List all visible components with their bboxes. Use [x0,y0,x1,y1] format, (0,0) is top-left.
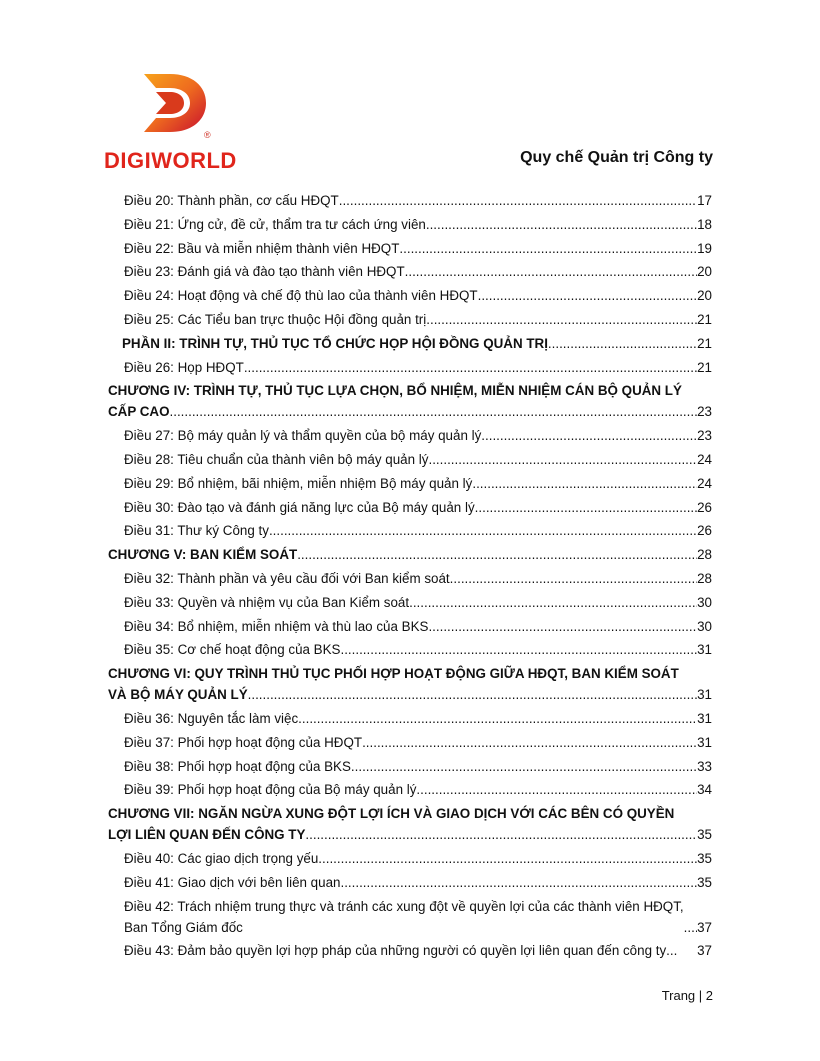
toc-entry-label: Điều 23: Đánh giá và đào tạo thành viên HĐQT [124,264,405,280]
registered-mark: ® [204,130,211,140]
toc-entry[interactable] [108,360,712,375]
toc-page-number: 30 [697,594,712,610]
toc-page-number: 28 [697,570,712,586]
toc-entry[interactable] [108,500,712,515]
toc-entry[interactable] [108,899,712,935]
toc-part-heading[interactable] [108,336,712,351]
toc-page-number: 35 [697,850,712,866]
toc-leader [297,547,697,562]
toc-page-number: 31 [697,734,712,750]
brand-name: DIGIWORLD [104,148,237,173]
toc-entry[interactable] [108,642,712,657]
toc-page-number: 17 [697,193,712,208]
toc-entry-label: Điều 37: Phối hợp hoạt động của HĐQT [124,734,363,750]
toc-entry-label: Điều 36: Nguyên tắc làm việc [124,710,299,726]
toc-leader [340,642,697,657]
toc-entry-label: PHẦN II: TRÌNH TỰ, THỦ TỤC TỔ CHỨC HỌP HỘI ĐỒNG QUẢN TRỊ [122,335,548,351]
toc-page-number: 26 [697,499,712,515]
toc-entry-label: Điều 34: Bổ nhiệm, miễn nhiệm và thù lao của BKS [124,618,429,634]
toc-leader [472,476,697,491]
toc-chapter-title: CHƯƠNG V: BAN KIỂM SOÁT [108,547,298,563]
toc-chapter-heading[interactable] [108,547,712,562]
toc-entry-label: Điều 35: Cơ chế hoạt động của BKS [124,642,341,658]
toc-leader [416,782,697,797]
toc-entry-label: Điều 27: Bộ máy quản lý và thẩm quyền của bộ máy quản lý [124,428,482,444]
toc-entry-label: Điều 20: Thành phần, cơ cấu HĐQT [124,193,339,208]
toc-entry[interactable] [108,241,712,256]
toc-entry[interactable] [108,288,712,303]
toc-entry-label: Điều 28: Tiêu chuẩn của thành viên bộ máy quản lý [124,451,429,467]
toc-entry[interactable] [108,193,712,208]
toc-entry[interactable] [108,851,712,866]
toc-chapter-heading[interactable] [108,383,712,419]
toc-leader [298,711,697,726]
toc-entry[interactable] [108,312,712,327]
toc-entry[interactable] [108,571,712,586]
toc-entry[interactable] [108,619,712,634]
toc-entry[interactable] [108,875,712,890]
toc-page-number: 24 [697,475,712,491]
toc-leader [426,312,697,327]
toc-chapter-title-cont: LỢI LIÊN QUAN ĐẾN CÔNG TY [108,827,306,843]
toc-leader [170,404,698,419]
toc-entry[interactable] [108,759,712,774]
page-number-footer: Trang | 2 [661,988,713,1003]
toc-entry-label: Điều 40: Các giao dịch trọng yếu [124,850,319,866]
toc-leader [244,360,697,375]
toc-page-number: 23 [697,428,712,444]
toc-entry-label: Điều 24: Hoạt động và chế độ thù lao của thành viên HĐQT [124,288,478,304]
toc-leader [428,452,697,467]
toc-entry-label: Điều 30: Đào tạo và đánh giá năng lực của Bộ máy quản lý [124,499,475,515]
toc-page-number: 21 [697,359,712,375]
toc-leader [269,523,697,538]
toc-page-number: 23 [697,404,712,420]
company-logo [104,72,248,172]
toc-page-number: 37 [697,919,712,935]
toc-page-number: 19 [697,240,712,256]
toc-leader [450,571,697,586]
toc-entry-label: Điều 22: Bầu và miễn nhiệm thành viên HĐQT [124,240,400,256]
toc-entry-label: Điều 43: Đảm bảo quyền lợi hợp pháp của những người có quyền lợi liên quan đến công ty [124,943,667,959]
toc-page-number: 21 [697,311,712,327]
toc-leader [481,428,697,443]
toc-entry[interactable] [108,264,712,279]
toc-entry-label: Điều 26: Họp HĐQT [124,359,244,375]
table-of-contents [108,193,712,967]
toc-page-number: 20 [697,288,712,304]
toc-leader [399,241,697,256]
toc-entry-label: Điều 39: Phối hợp hoạt động của Bộ máy quản lý [124,782,417,798]
toc-entry-label: Điều 42: Trách nhiệm trung thực và tránh các xung đột về quyền lợi của các thành viên HĐQT, [124,898,684,914]
toc-entry[interactable] [108,943,712,958]
toc-chapter-title-cont: CẤP CAO [108,404,170,420]
toc-entry[interactable] [108,476,712,491]
toc-page-number: 21 [697,335,712,351]
toc-page-number: 37 [697,943,712,959]
toc-entry-label: Điều 41: Giao dịch với bên liên quan [124,874,341,890]
toc-page-number: 35 [697,827,712,843]
toc-chapter-title: CHƯƠNG VII: NGĂN NGỪA XUNG ĐỘT LỢI ÍCH VÀ GIAO DỊCH VỚI CÁC BÊN CÓ QUYỀN [108,806,675,822]
toc-entry-label-cont: Ban Tổng Giám đốc [124,919,243,935]
toc-chapter-title-cont: VÀ BỘ MÁY QUẢN LÝ [108,687,248,703]
toc-chapter-heading[interactable] [108,666,712,702]
toc-leader [318,851,697,866]
toc-leader [475,500,697,515]
toc-entry-label: Điều 21: Ứng cử, đề cử, thẩm tra tư cách ứng viên [124,216,426,232]
toc-page-number: 30 [697,618,712,634]
toc-chapter-heading[interactable] [108,806,712,842]
toc-leader [428,619,697,634]
toc-page-number: 31 [697,642,712,658]
toc-entry-label: Điều 38: Phối hợp hoạt động của BKS [124,758,351,774]
toc-entry[interactable] [108,523,712,538]
toc-entry[interactable] [108,595,712,610]
toc-leader [548,336,697,351]
document-title: Quy chế Quản trị Công ty [520,149,713,166]
digiworld-d-logo-icon [140,72,212,134]
toc-entry-label: Điều 32: Thành phần và yêu cầu đối với Ban kiểm soát [124,570,450,586]
toc-entry[interactable] [108,735,712,750]
toc-leader [478,288,698,303]
toc-page-number: 20 [697,264,712,280]
toc-entry[interactable] [108,428,712,443]
toc-leader [405,264,697,279]
toc-leader [339,193,697,208]
toc-entry-label: Điều 29: Bổ nhiệm, bãi nhiệm, miễn nhiệm Bộ máy quản lý [124,475,473,491]
toc-entry-label: Điều 31: Thư ký Công ty [124,523,269,539]
toc-leader [666,943,697,958]
toc-leader [409,595,697,610]
toc-page-number: 34 [697,782,712,798]
toc-leader [305,827,697,842]
toc-leader [351,759,697,774]
toc-page-number: 31 [697,687,712,703]
toc-page-number: 35 [697,874,712,890]
toc-page-number: 28 [697,547,712,563]
toc-leader [684,920,697,935]
toc-leader [426,217,697,232]
toc-leader [248,687,697,702]
toc-page-number: 18 [697,216,712,232]
toc-entry[interactable] [108,452,712,467]
toc-leader [340,875,697,890]
toc-entry[interactable] [108,217,712,232]
toc-page-number: 33 [697,758,712,774]
toc-chapter-title: CHƯƠNG IV: TRÌNH TỰ, THỦ TỤC LỰA CHỌN, BỔ NHIỆM, MIỄN NHIỆM CÁN BỘ QUẢN LÝ [108,383,682,399]
toc-leader [362,735,697,750]
toc-chapter-title: CHƯƠNG VI: QUY TRÌNH THỦ TỤC PHỐI HỢP HOẠT ĐỘNG GIỮA HĐQT, BAN KIỂM SOÁT [108,666,679,682]
toc-page-number: 31 [697,710,712,726]
toc-page-number: 24 [697,451,712,467]
toc-entry[interactable] [108,782,712,797]
toc-entry[interactable] [108,711,712,726]
toc-entry-label: Điều 25: Các Tiểu ban trực thuộc Hội đồng quản trị [124,311,427,327]
toc-entry-label: Điều 33: Quyền và nhiệm vụ của Ban Kiểm soát [124,594,410,610]
toc-page-number: 26 [697,523,712,539]
